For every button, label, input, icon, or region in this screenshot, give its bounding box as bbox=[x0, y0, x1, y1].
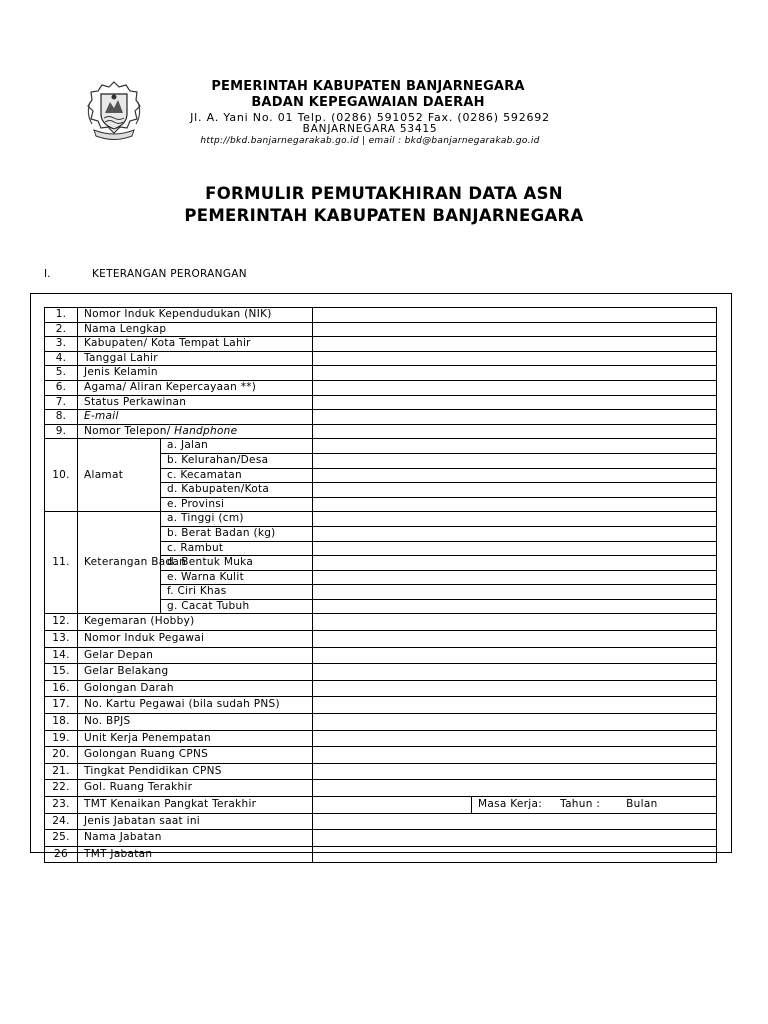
value-cell-tmt-pangkat[interactable] bbox=[313, 797, 472, 814]
row-number: 2. bbox=[45, 322, 78, 337]
sub-label: d. Bentuk Muka bbox=[161, 556, 313, 571]
row-number: 18. bbox=[45, 714, 78, 731]
table-row bbox=[45, 714, 717, 731]
row-number: 23. bbox=[45, 797, 78, 814]
table-row bbox=[45, 763, 717, 780]
sub-label: d. Kabupaten/Kota bbox=[161, 483, 313, 498]
row-label bbox=[78, 424, 313, 439]
table-row bbox=[45, 747, 717, 764]
row-number: 15. bbox=[45, 664, 78, 681]
sub-label: b. Berat Badan (kg) bbox=[161, 526, 313, 541]
row-number: 16. bbox=[45, 680, 78, 697]
row-label: Tanggal Lahir bbox=[78, 351, 313, 366]
table-row bbox=[45, 351, 717, 366]
table-row bbox=[45, 424, 717, 439]
row-label: No. BPJS bbox=[78, 714, 313, 731]
value-cell-jalan[interactable] bbox=[313, 439, 717, 454]
value-cell-bentuk-muka[interactable] bbox=[313, 556, 717, 571]
personal-data-table bbox=[44, 307, 717, 863]
row-label: Agama/ Aliran Kepercayaan **) bbox=[78, 380, 313, 395]
row-number: 26 bbox=[45, 846, 78, 863]
table-row bbox=[45, 614, 717, 631]
row-label-italic: Handphone bbox=[174, 424, 238, 437]
table-row bbox=[45, 395, 717, 410]
row-label: E-mail bbox=[78, 410, 313, 425]
table-row bbox=[45, 337, 717, 352]
value-cell-kabupaten[interactable] bbox=[313, 483, 717, 498]
row-label: No. Kartu Pegawai (bila sudah PNS) bbox=[78, 697, 313, 714]
row-label: Alamat bbox=[78, 439, 161, 512]
row-number: 21. bbox=[45, 763, 78, 780]
row-label: Status Perkawinan bbox=[78, 395, 313, 410]
sub-label: c. Rambut bbox=[161, 541, 313, 556]
table-row bbox=[45, 797, 717, 814]
form-subtitle: PEMERINTAH KABUPATEN BANJARNEGARA bbox=[184, 206, 584, 225]
table-row bbox=[45, 730, 717, 747]
row-number: 25. bbox=[45, 830, 78, 847]
form-title: FORMULIR PEMUTAKHIRAN DATA ASN bbox=[205, 184, 563, 203]
value-cell-tmt-jabatan[interactable] bbox=[313, 846, 717, 863]
value-cell-gelar-depan[interactable] bbox=[313, 647, 717, 664]
table-row bbox=[45, 647, 717, 664]
row-label: Nomor Induk Pegawai bbox=[78, 631, 313, 648]
row-label: Jenis Jabatan saat ini bbox=[78, 813, 313, 830]
masa-kerja-label: Masa Kerja: bbox=[478, 798, 543, 810]
sub-label: g. Cacat Tubuh bbox=[161, 599, 313, 614]
value-cell-status-perkawinan[interactable] bbox=[313, 395, 717, 410]
value-cell-nama-jabatan[interactable] bbox=[313, 830, 717, 847]
value-cell-gelar-belakang[interactable] bbox=[313, 664, 717, 681]
row-number: 1. bbox=[45, 308, 78, 323]
value-cell-nip[interactable] bbox=[313, 631, 717, 648]
section-number: I. bbox=[44, 268, 51, 280]
value-cell-cacat-tubuh[interactable] bbox=[313, 599, 717, 614]
masa-kerja-cell[interactable] bbox=[472, 797, 717, 814]
sub-label: a. Tinggi (cm) bbox=[161, 512, 313, 527]
value-cell-gol-terakhir[interactable] bbox=[313, 780, 717, 797]
value-cell-jenis-kelamin[interactable] bbox=[313, 366, 717, 381]
bulan-label: Bulan bbox=[626, 798, 658, 810]
table-row bbox=[45, 697, 717, 714]
table-row bbox=[45, 813, 717, 830]
row-number: 17. bbox=[45, 697, 78, 714]
value-cell-kegemaran[interactable] bbox=[313, 614, 717, 631]
table-row bbox=[45, 631, 717, 648]
row-label: Golongan Ruang CPNS bbox=[78, 747, 313, 764]
tahun-label: Tahun : bbox=[560, 798, 601, 810]
row-label: Keterangan Badan bbox=[78, 512, 161, 614]
row-label: TMT Kenaikan Pangkat Terakhir bbox=[78, 797, 313, 814]
row-label: Gol. Ruang Terakhir bbox=[78, 780, 313, 797]
table-row bbox=[45, 366, 717, 381]
letterhead-government: PEMERINTAH KABUPATEN BANJARNEGARA bbox=[211, 79, 525, 94]
value-cell-kelurahan[interactable] bbox=[313, 453, 717, 468]
value-cell-berat[interactable] bbox=[313, 526, 717, 541]
sub-label: e. Warna Kulit bbox=[161, 570, 313, 585]
row-label: Gelar Belakang bbox=[78, 664, 313, 681]
table-row bbox=[45, 664, 717, 681]
row-number: 24. bbox=[45, 813, 78, 830]
value-cell-tanggal-lahir[interactable] bbox=[313, 351, 717, 366]
value-cell-provinsi[interactable] bbox=[313, 497, 717, 512]
table-row bbox=[45, 512, 717, 527]
value-cell-karpeg[interactable] bbox=[313, 697, 717, 714]
table-row bbox=[45, 830, 717, 847]
row-label: Tingkat Pendidikan CPNS bbox=[78, 763, 313, 780]
value-cell-nik[interactable] bbox=[313, 308, 717, 323]
table-row bbox=[45, 780, 717, 797]
sub-label: c. Kecamatan bbox=[161, 468, 313, 483]
letterhead-agency: BADAN KEPEGAWAIAN DAERAH bbox=[251, 95, 485, 110]
table-row bbox=[45, 680, 717, 697]
row-label: Kabupaten/ Kota Tempat Lahir bbox=[78, 337, 313, 352]
row-number: 7. bbox=[45, 395, 78, 410]
table-row bbox=[45, 439, 717, 454]
table-row bbox=[45, 380, 717, 395]
row-label: TMT Jabatan bbox=[78, 846, 313, 863]
row-label: Unit Kerja Penempatan bbox=[78, 730, 313, 747]
row-number: 14. bbox=[45, 647, 78, 664]
value-cell-kecamatan[interactable] bbox=[313, 468, 717, 483]
row-number: 6. bbox=[45, 380, 78, 395]
table-row bbox=[45, 322, 717, 337]
value-cell-email[interactable] bbox=[313, 410, 717, 425]
value-cell-tinggi[interactable] bbox=[313, 512, 717, 527]
row-number: 10. bbox=[45, 439, 78, 512]
letterhead-web-email: http://bkd.banjarnegarakab.go.id | email : bkd@banjarnegarakab.go.id bbox=[200, 136, 540, 146]
row-label-text: Nomor Telepon/ bbox=[84, 424, 175, 437]
row-number: 13. bbox=[45, 631, 78, 648]
row-label: Golongan Darah bbox=[78, 680, 313, 697]
row-number: 19. bbox=[45, 730, 78, 747]
value-cell-bpjs[interactable] bbox=[313, 714, 717, 731]
value-cell-tempat-lahir[interactable] bbox=[313, 337, 717, 352]
value-cell-unit-kerja[interactable] bbox=[313, 730, 717, 747]
row-label: Kegemaran (Hobby) bbox=[78, 614, 313, 631]
row-label: Nomor Induk Kependudukan (NIK) bbox=[78, 308, 313, 323]
section-title: KETERANGAN PERORANGAN bbox=[92, 268, 247, 280]
value-cell-ciri-khas[interactable] bbox=[313, 585, 717, 600]
row-number: 20. bbox=[45, 747, 78, 764]
coat-of-arms-icon bbox=[86, 80, 142, 144]
value-cell-rambut[interactable] bbox=[313, 541, 717, 556]
sub-label: f. Ciri Khas bbox=[161, 585, 313, 600]
row-number: 8. bbox=[45, 410, 78, 425]
value-cell-jenis-jabatan[interactable] bbox=[313, 813, 717, 830]
value-cell-telepon[interactable] bbox=[313, 424, 717, 439]
row-label: Nama Lengkap bbox=[78, 322, 313, 337]
value-cell-pendidikan-cpns[interactable] bbox=[313, 763, 717, 780]
row-number: 22. bbox=[45, 780, 78, 797]
table-row bbox=[45, 846, 717, 863]
sub-label: a. Jalan bbox=[161, 439, 313, 454]
row-number: 11. bbox=[45, 512, 78, 614]
sub-label: e. Provinsi bbox=[161, 497, 313, 512]
row-number: 4. bbox=[45, 351, 78, 366]
table-row bbox=[45, 410, 717, 425]
sub-label: b. Kelurahan/Desa bbox=[161, 453, 313, 468]
row-label: Jenis Kelamin bbox=[78, 366, 313, 381]
row-number: 9. bbox=[45, 424, 78, 439]
letterhead-city: BANJARNEGARA 53415 bbox=[302, 123, 438, 135]
value-cell-golongan-darah[interactable] bbox=[313, 680, 717, 697]
row-number: 3. bbox=[45, 337, 78, 352]
value-cell-golongan-cpns[interactable] bbox=[313, 747, 717, 764]
value-cell-agama[interactable] bbox=[313, 380, 717, 395]
table-row bbox=[45, 308, 717, 323]
row-label: Gelar Depan bbox=[78, 647, 313, 664]
letterhead-address: Jl. A. Yani No. 01 Telp. (0286) 591052 Fax. (0286) 592692 bbox=[190, 111, 550, 124]
row-number: 5. bbox=[45, 366, 78, 381]
value-cell-nama[interactable] bbox=[313, 322, 717, 337]
row-number: 12. bbox=[45, 614, 78, 631]
value-cell-warna-kulit[interactable] bbox=[313, 570, 717, 585]
row-label: Nama Jabatan bbox=[78, 830, 313, 847]
